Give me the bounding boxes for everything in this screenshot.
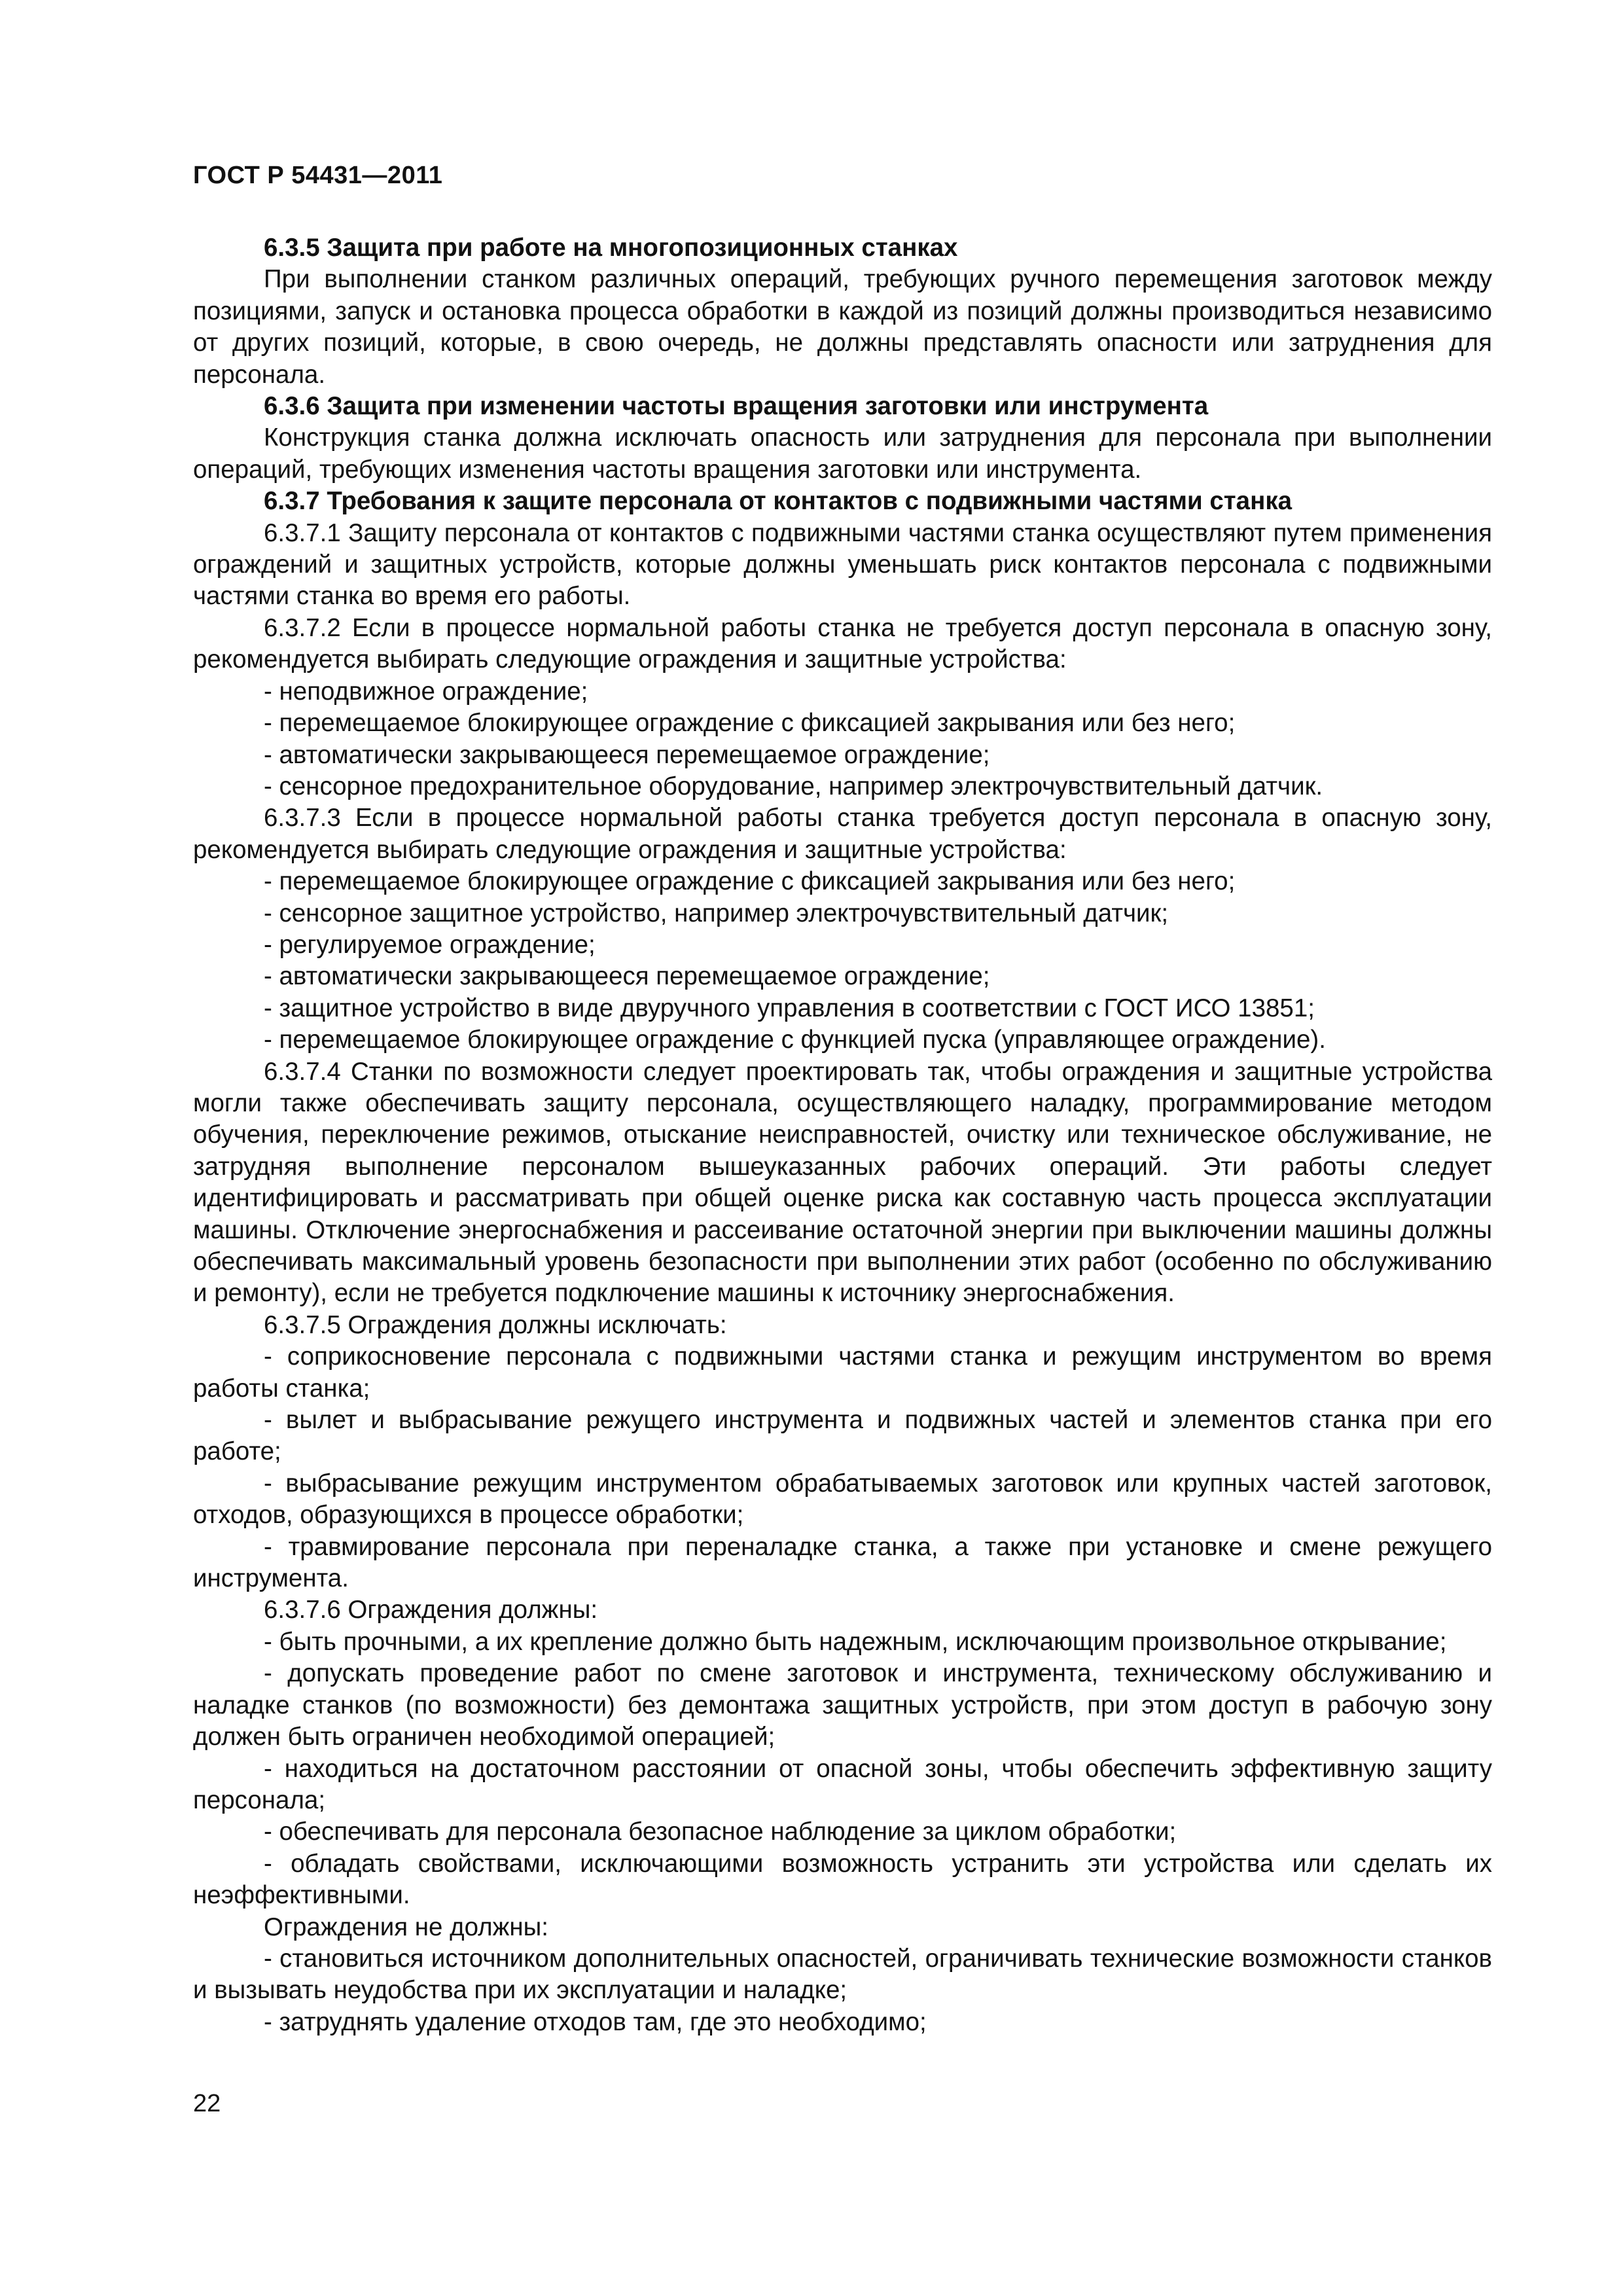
paragraph: 6.3.7.4 Станки по возможности следует проектировать так, чтобы ограждения и защитные устройства могли также обеспечивать защиту персонала, осуществляющего наладку, программирование методом обучения, переключение режимов, отыскание неисправностей, очистку или техническое обслуживание, не затрудняя выполнение персоналом вышеуказанных рабочих операций. Эти работы следует идентифицировать и рассматривать при общей оценке риска как составную часть процесса эксплуатации машины. Отключение энергоснабжения и рассеивание остаточной энергии при выключении машины должны обеспечивать максимальный уровень безопасности при выполнении этих работ (особенно по обслуживанию и ремонту), если не требуется подключение машины к источнику энергоснабжения. [193,1057,1492,1308]
paragraph: 6.3.7.5 Ограждения должны исключать: [264,1310,727,1339]
list-item: - вылет и выбрасывание режущего инструмента и подвижных частей и элементов станка при его работе; [193,1406,1492,1466]
section-heading: 6.3.6 Защита при изменении частоты вращения заготовки или инструмента [264,392,1209,421]
list-item: - перемещаемое блокирующее ограждение с фиксацией закрывания или без него; [264,709,1236,738]
list-item: - соприкосновение персонала с подвижными частями станка и режущим инструментом во время работы станка; [193,1342,1492,1403]
list-item: - сенсорное защитное устройство, например электрочувствительный датчик; [264,899,1169,927]
list-item: - допускать проведение работ по смене заготовок и инструмента, техническому обслуживанию и наладке станков (по возможности) без демонтажа защитных устройств, при этом доступ в рабочую зону должен быть ограничен необходимой операцией; [193,1659,1492,1751]
list-item: - обеспечивать для персонала безопасное наблюдение за циклом обработки; [264,1818,1177,1846]
list-item: - быть прочными, а их крепление должно быть надежным, исключающим произвольное открывание; [264,1627,1447,1656]
page-number: 22 [193,2090,221,2117]
list-item: - становиться источником дополнительных опасностей, ограничивать технические возможности станков и вызывать неудобства при их эксплуатации и наладке; [193,1944,1492,2005]
section-heading: 6.3.7 Требования к защите персонала от контактов с подвижными частями станка [264,487,1292,516]
list-item: - сенсорное предохранительное оборудование, например электрочувствительный датчик. [264,772,1323,800]
paragraph: 6.3.7.1 Защиту персонала от контактов с подвижными частями станка осуществляют путем применения ограждений и защитных устройств, которые должны уменьшать риск контактов персонала с подвижными частями станка во время его работы. [193,518,1492,611]
list-item: - затруднять удаление отходов там, где это необходимо; [264,2007,927,2036]
list-item: - перемещаемое блокирующее ограждение с функцией пуска (управляющее ограждение). [264,1026,1326,1054]
list-item: - находиться на достаточном расстоянии от опасной зоны, чтобы обеспечить эффективную защиту персонала; [193,1754,1492,1814]
paragraph: При выполнении станком различных операций, требующих ручного перемещения заготовок между позициями, запуск и остановка процесса обработки в каждой из позиций должны производиться независимо от других позиций, которые, в свою очередь, не должны представлять опасности или затруднения для персонала. [193,265,1492,389]
paragraph: 6.3.7.6 Ограждения должны: [264,1596,598,1624]
paragraph: Конструкция станка должна исключать опасность или затруднения для персонала при выполнении операций, требующих изменения частоты вращения заготовки или инструмента. [193,423,1492,484]
list-item: - обладать свойствами, исключающими возможность устранить эти устройства или сделать их неэффективными. [193,1849,1492,1910]
list-item: - регулируемое ограждение; [264,930,596,959]
list-item: - выбрасывание режущим инструментом обрабатываемых заготовок или крупных частей заготовок, отходов, образующихся в процессе обработки; [193,1469,1492,1530]
list-item: - травмирование персонала при переналадке станка, а также при установке и смене режущего инструмента. [193,1532,1492,1593]
list-item: - автоматически закрывающееся перемещаемое ограждение; [264,740,990,769]
paragraph: Ограждения не должны: [264,1912,549,1941]
list-item: - перемещаемое блокирующее ограждение с фиксацией закрывания или без него; [264,867,1236,896]
document-body [193,232,1492,2038]
list-item: - автоматически закрывающееся перемещаемое ограждение; [264,962,990,991]
list-item: - неподвижное ограждение; [264,677,588,706]
section-heading: 6.3.5 Защита при работе на многопозиционных станках [264,234,958,262]
paragraph: 6.3.7.3 Если в процессе нормальной работы станка требуется доступ персонала в опасную зону, рекомендуется выбирать следующие ограждения и защитные устройства: [193,804,1492,864]
standard-code-header: ГОСТ Р 54431—2011 [193,162,443,189]
paragraph: 6.3.7.2 Если в процессе нормальной работы станка не требуется доступ персонала в опасную зону, рекомендуется выбирать следующие ограждения и защитные устройства: [193,613,1492,674]
list-item: - защитное устройство в виде двуручного управления в соответствии с ГОСТ ИСО 13851; [264,994,1315,1022]
